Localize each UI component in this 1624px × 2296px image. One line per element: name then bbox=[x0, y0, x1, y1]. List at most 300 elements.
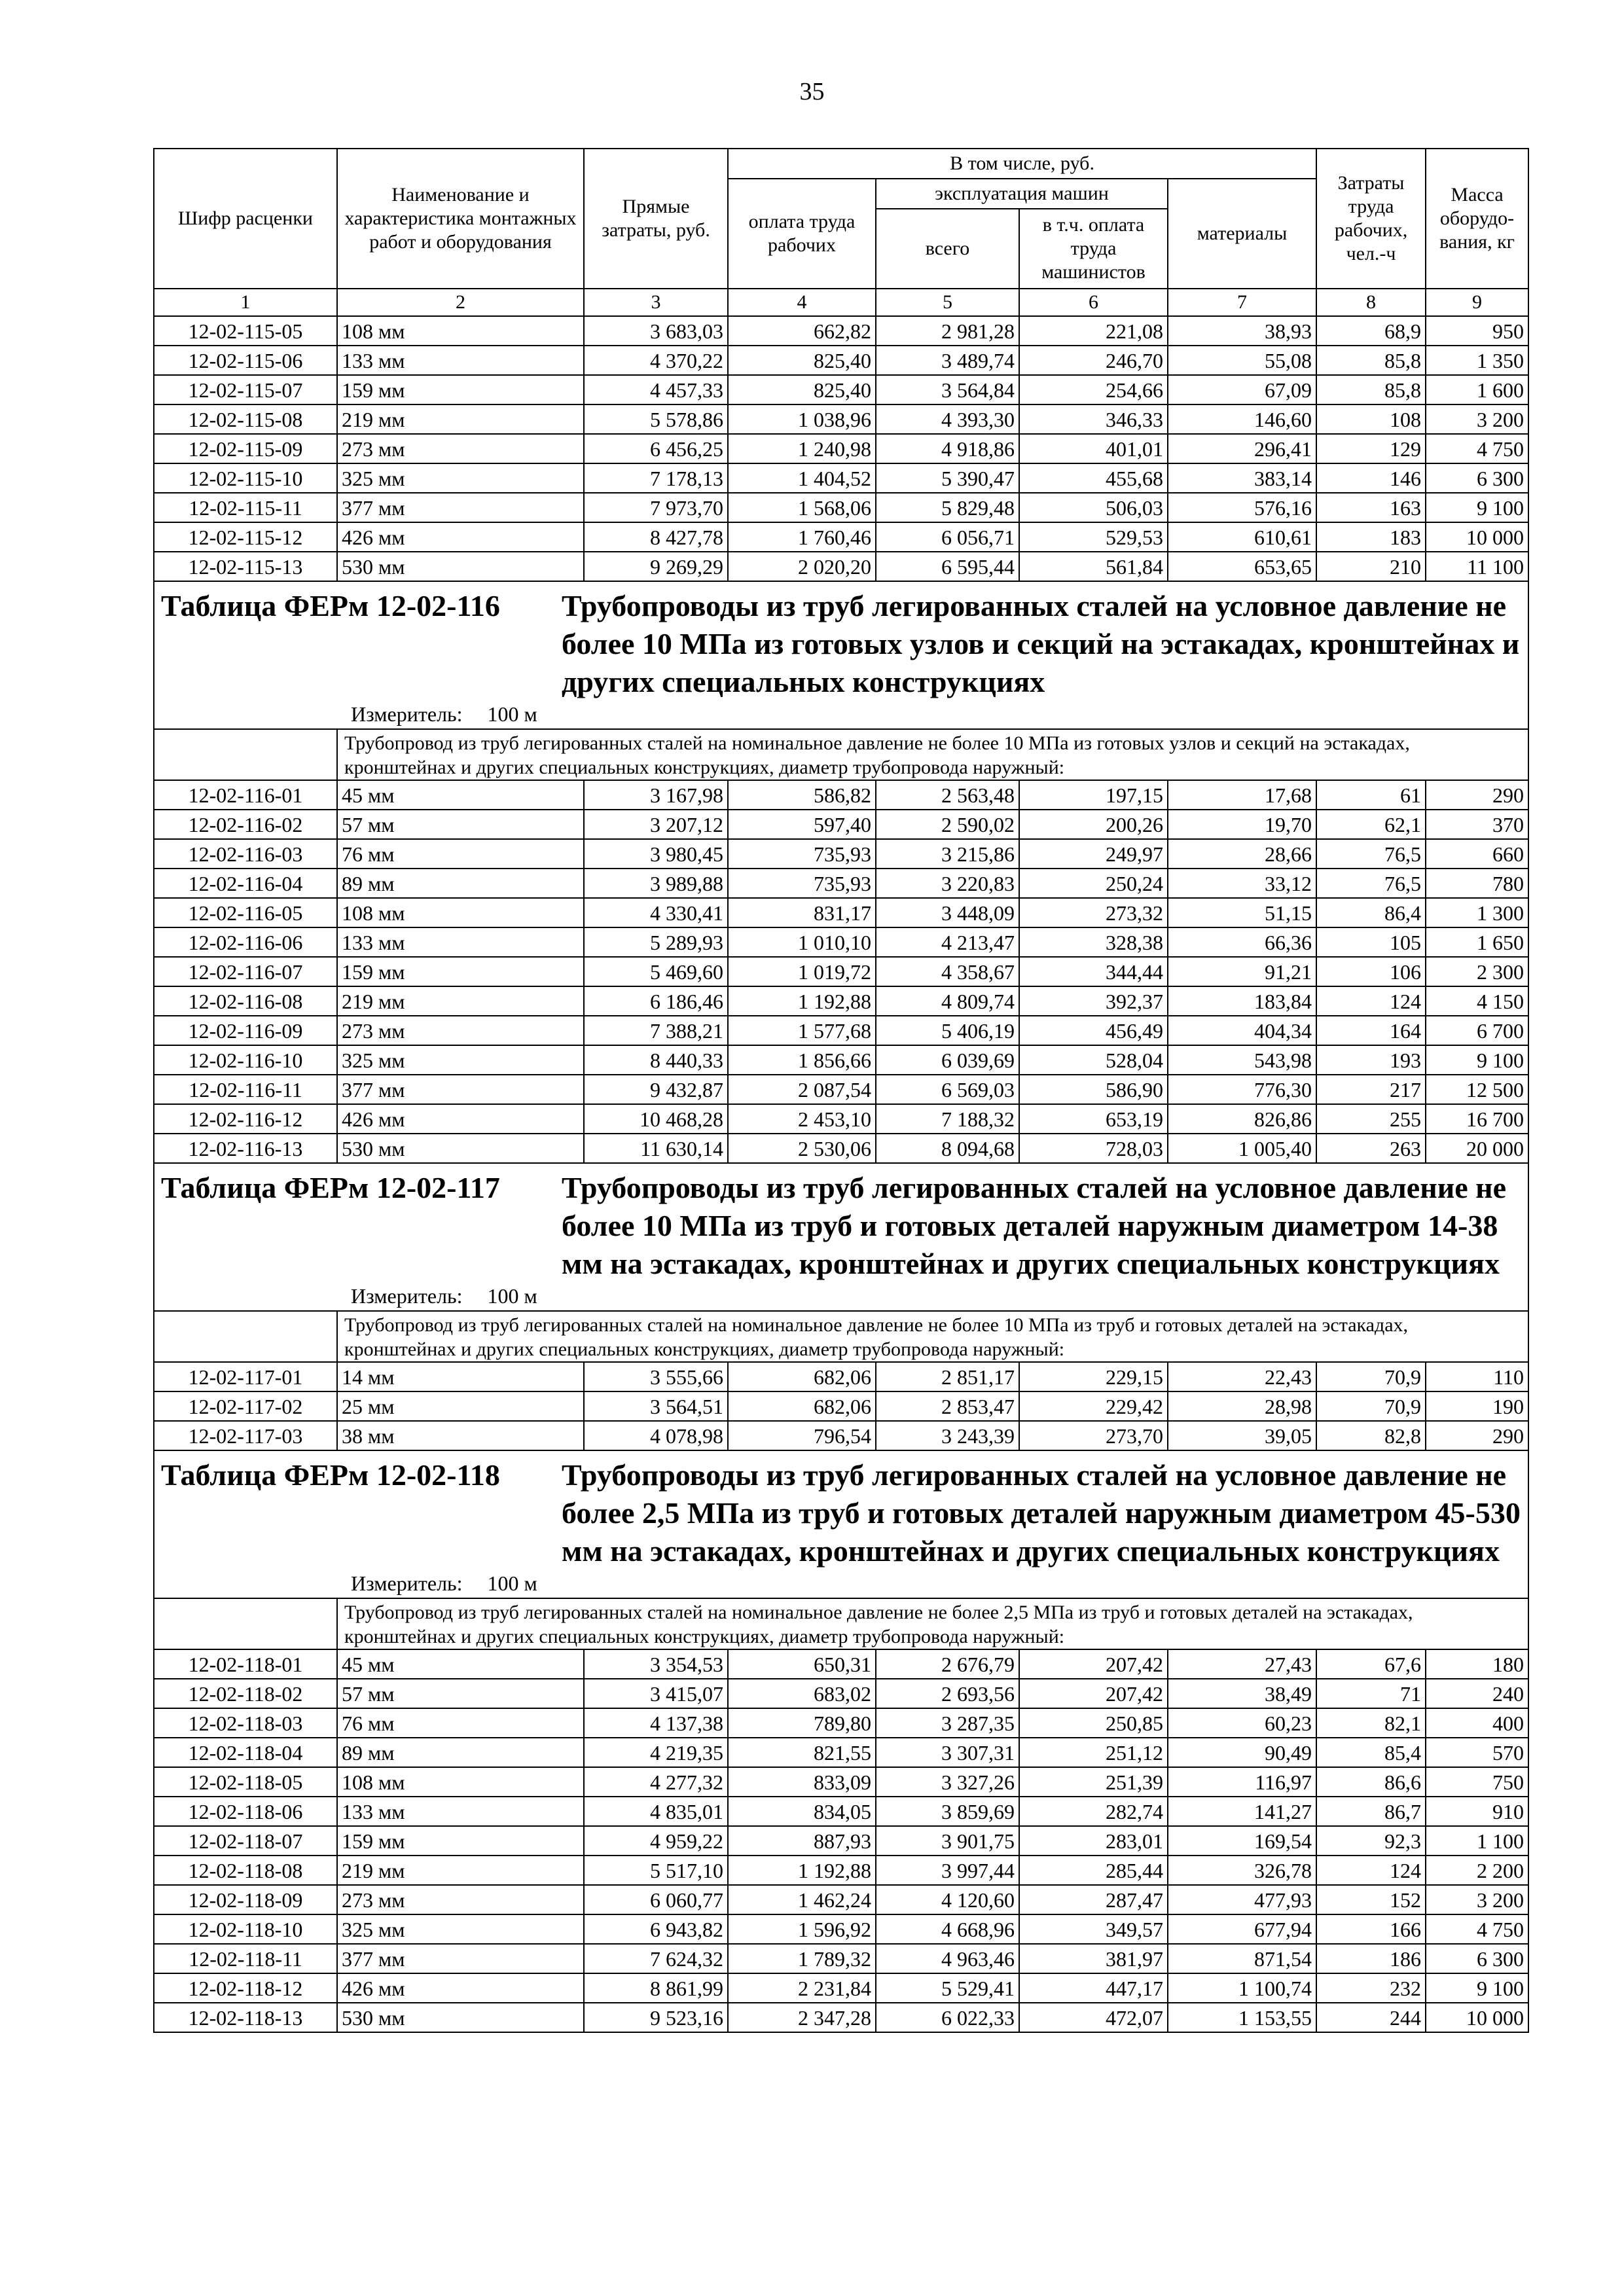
equipment-mass: 6 300 bbox=[1426, 1944, 1528, 1973]
machines-operators-pay: 273,32 bbox=[1019, 898, 1168, 927]
section-text: Трубопроводы из труб легированных сталей на условное давление не более 2,5 МПа из труб и готовых деталей наружным диаметром 45-530 мм на эстакадах, кронштейнах и других специальных конструкциях bbox=[562, 1458, 1521, 1568]
equipment-mass: 6 700 bbox=[1426, 1016, 1528, 1045]
machines-operators-pay: 254,66 bbox=[1019, 375, 1168, 404]
direct-costs: 4 078,98 bbox=[584, 1421, 728, 1450]
labor-cost: 129 bbox=[1316, 434, 1426, 463]
labor-pay: 2 020,20 bbox=[728, 552, 876, 581]
table-row bbox=[154, 986, 1528, 1016]
labor-pay: 683,02 bbox=[728, 1679, 876, 1708]
rate-code: 12-02-118-10 bbox=[154, 1914, 337, 1944]
table-header bbox=[154, 149, 1528, 316]
machines-operators-pay: 653,19 bbox=[1019, 1104, 1168, 1134]
labor-cost: 62,1 bbox=[1316, 810, 1426, 839]
table-row bbox=[154, 1362, 1528, 1391]
labor-pay: 831,17 bbox=[728, 898, 876, 927]
measure-value: 100 м bbox=[487, 702, 537, 726]
header-materials: материалы bbox=[1168, 179, 1316, 289]
direct-costs: 3 989,88 bbox=[584, 869, 728, 898]
labor-pay: 1 240,98 bbox=[728, 434, 876, 463]
work-name: 219 мм bbox=[337, 986, 584, 1016]
section-heading bbox=[161, 1456, 1528, 1570]
direct-costs: 4 457,33 bbox=[584, 375, 728, 404]
work-name: 14 мм bbox=[337, 1362, 584, 1391]
work-name: 159 мм bbox=[337, 957, 584, 986]
rate-code: 12-02-117-03 bbox=[154, 1421, 337, 1450]
labor-pay: 1 010,10 bbox=[728, 927, 876, 957]
labor-cost: 76,5 bbox=[1316, 839, 1426, 869]
machines-operators-pay: 282,74 bbox=[1019, 1797, 1168, 1826]
machines-operators-pay: 285,44 bbox=[1019, 1856, 1168, 1885]
table-row bbox=[154, 1856, 1528, 1885]
section-code-empty bbox=[154, 1311, 337, 1362]
equipment-mass: 4 750 bbox=[1426, 434, 1528, 463]
rate-code: 12-02-118-06 bbox=[154, 1797, 337, 1826]
labor-cost: 163 bbox=[1316, 493, 1426, 522]
machines-total: 8 094,68 bbox=[876, 1134, 1019, 1163]
direct-costs: 9 523,16 bbox=[584, 2003, 728, 2032]
machines-operators-pay: 249,97 bbox=[1019, 839, 1168, 869]
table-row bbox=[154, 1914, 1528, 1944]
machines-total: 6 595,44 bbox=[876, 552, 1019, 581]
direct-costs: 7 973,70 bbox=[584, 493, 728, 522]
equipment-mass: 9 100 bbox=[1426, 1973, 1528, 2003]
header-labor-pay: оплата труда рабочих bbox=[728, 179, 876, 289]
work-name: 108 мм bbox=[337, 316, 584, 346]
labor-cost: 67,6 bbox=[1316, 1649, 1426, 1679]
equipment-mass: 660 bbox=[1426, 839, 1528, 869]
materials: 19,70 bbox=[1168, 810, 1316, 839]
column-number: 5 bbox=[876, 289, 1019, 316]
materials: 610,61 bbox=[1168, 522, 1316, 552]
direct-costs: 4 219,35 bbox=[584, 1738, 728, 1767]
materials: 116,97 bbox=[1168, 1767, 1316, 1797]
equipment-mass: 1 350 bbox=[1426, 346, 1528, 375]
labor-pay: 735,93 bbox=[728, 869, 876, 898]
table-row bbox=[154, 1679, 1528, 1708]
direct-costs: 4 959,22 bbox=[584, 1826, 728, 1856]
labor-cost: 244 bbox=[1316, 2003, 1426, 2032]
materials: 383,14 bbox=[1168, 463, 1316, 493]
direct-costs: 5 517,10 bbox=[584, 1856, 728, 1885]
materials: 67,09 bbox=[1168, 375, 1316, 404]
rate-code: 12-02-116-13 bbox=[154, 1134, 337, 1163]
work-name: 273 мм bbox=[337, 1016, 584, 1045]
machines-operators-pay: 456,49 bbox=[1019, 1016, 1168, 1045]
materials: 477,93 bbox=[1168, 1885, 1316, 1914]
machines-operators-pay: 287,47 bbox=[1019, 1885, 1168, 1914]
column-numbers-row bbox=[154, 289, 1528, 316]
direct-costs: 5 289,93 bbox=[584, 927, 728, 957]
rate-code: 12-02-116-11 bbox=[154, 1075, 337, 1104]
direct-costs: 6 943,82 bbox=[584, 1914, 728, 1944]
materials: 296,41 bbox=[1168, 434, 1316, 463]
work-name: 108 мм bbox=[337, 898, 584, 927]
header-including: В том числе, руб. bbox=[728, 149, 1316, 179]
table-row bbox=[154, 1885, 1528, 1914]
machines-total: 2 563,48 bbox=[876, 780, 1019, 810]
work-name: 530 мм bbox=[337, 552, 584, 581]
materials: 90,49 bbox=[1168, 1738, 1316, 1767]
equipment-mass: 750 bbox=[1426, 1767, 1528, 1797]
materials: 39,05 bbox=[1168, 1421, 1316, 1450]
direct-costs: 3 555,66 bbox=[584, 1362, 728, 1391]
direct-costs: 3 415,07 bbox=[584, 1679, 728, 1708]
work-name: 38 мм bbox=[337, 1421, 584, 1450]
machines-total: 4 668,96 bbox=[876, 1914, 1019, 1944]
labor-pay: 1 789,32 bbox=[728, 1944, 876, 1973]
machines-total: 3 243,39 bbox=[876, 1421, 1019, 1450]
header-code: Шифр расценки bbox=[154, 149, 337, 289]
labor-cost: 76,5 bbox=[1316, 869, 1426, 898]
labor-cost: 92,3 bbox=[1316, 1826, 1426, 1856]
machines-total: 6 022,33 bbox=[876, 2003, 1019, 2032]
machines-total: 6 039,69 bbox=[876, 1045, 1019, 1075]
machines-operators-pay: 246,70 bbox=[1019, 346, 1168, 375]
labor-pay: 682,06 bbox=[728, 1362, 876, 1391]
work-name: 57 мм bbox=[337, 1679, 584, 1708]
machines-total: 6 569,03 bbox=[876, 1075, 1019, 1104]
direct-costs: 3 207,12 bbox=[584, 810, 728, 839]
machines-operators-pay: 250,24 bbox=[1019, 869, 1168, 898]
labor-pay: 1 192,88 bbox=[728, 986, 876, 1016]
equipment-mass: 3 200 bbox=[1426, 404, 1528, 434]
table-row bbox=[154, 404, 1528, 434]
labor-pay: 1 760,46 bbox=[728, 522, 876, 552]
machines-operators-pay: 221,08 bbox=[1019, 316, 1168, 346]
direct-costs: 7 178,13 bbox=[584, 463, 728, 493]
labor-pay: 1 038,96 bbox=[728, 404, 876, 434]
section-description-row bbox=[154, 1598, 1528, 1649]
machines-total: 3 901,75 bbox=[876, 1826, 1019, 1856]
machines-operators-pay: 381,97 bbox=[1019, 1944, 1168, 1973]
table-row bbox=[154, 1016, 1528, 1045]
labor-cost: 193 bbox=[1316, 1045, 1426, 1075]
table-row bbox=[154, 316, 1528, 346]
section-header-row bbox=[154, 581, 1528, 729]
header-name: Наименование и характеристика монтажных работ и оборудования bbox=[337, 149, 584, 289]
labor-cost: 124 bbox=[1316, 1856, 1426, 1885]
machines-total: 3 307,31 bbox=[876, 1738, 1019, 1767]
table-row bbox=[154, 375, 1528, 404]
labor-cost: 105 bbox=[1316, 927, 1426, 957]
section-description: Трубопровод из труб легированных сталей на номинальное давление не более 10 МПа из готовых узлов и секций на эстакадах, кронштейнах и других специальных конструкциях, диаметр трубопровода наружный: bbox=[337, 729, 1528, 780]
machines-total: 4 120,60 bbox=[876, 1885, 1019, 1914]
rate-code: 12-02-118-03 bbox=[154, 1708, 337, 1738]
labor-cost: 86,4 bbox=[1316, 898, 1426, 927]
rate-code: 12-02-118-04 bbox=[154, 1738, 337, 1767]
equipment-mass: 370 bbox=[1426, 810, 1528, 839]
direct-costs: 4 277,32 bbox=[584, 1767, 728, 1797]
machines-operators-pay: 250,85 bbox=[1019, 1708, 1168, 1738]
labor-pay: 2 530,06 bbox=[728, 1134, 876, 1163]
measure-unit bbox=[351, 1284, 1528, 1308]
direct-costs: 5 578,86 bbox=[584, 404, 728, 434]
materials: 141,27 bbox=[1168, 1797, 1316, 1826]
labor-pay: 2 231,84 bbox=[728, 1973, 876, 2003]
rate-code: 12-02-118-12 bbox=[154, 1973, 337, 2003]
machines-total: 5 529,41 bbox=[876, 1973, 1019, 2003]
work-name: 325 мм bbox=[337, 463, 584, 493]
labor-pay: 1 019,72 bbox=[728, 957, 876, 986]
direct-costs: 3 167,98 bbox=[584, 780, 728, 810]
rate-code: 12-02-116-03 bbox=[154, 839, 337, 869]
labor-pay: 1 462,24 bbox=[728, 1885, 876, 1914]
materials: 1 153,55 bbox=[1168, 2003, 1316, 2032]
labor-pay: 2 453,10 bbox=[728, 1104, 876, 1134]
equipment-mass: 1 600 bbox=[1426, 375, 1528, 404]
equipment-mass: 20 000 bbox=[1426, 1134, 1528, 1163]
labor-cost: 71 bbox=[1316, 1679, 1426, 1708]
labor-cost: 82,8 bbox=[1316, 1421, 1426, 1450]
machines-total: 4 963,46 bbox=[876, 1944, 1019, 1973]
direct-costs: 8 427,78 bbox=[584, 522, 728, 552]
table-row bbox=[154, 810, 1528, 839]
machines-total: 3 859,69 bbox=[876, 1797, 1019, 1826]
measure-unit bbox=[351, 1571, 1528, 1595]
table-row bbox=[154, 1134, 1528, 1163]
column-number: 4 bbox=[728, 289, 876, 316]
equipment-mass: 3 200 bbox=[1426, 1885, 1528, 1914]
materials: 27,43 bbox=[1168, 1649, 1316, 1679]
machines-total: 2 981,28 bbox=[876, 316, 1019, 346]
rate-code: 12-02-115-12 bbox=[154, 522, 337, 552]
machines-total: 4 809,74 bbox=[876, 986, 1019, 1016]
machines-total: 2 693,56 bbox=[876, 1679, 1019, 1708]
table-row bbox=[154, 1944, 1528, 1973]
table-row bbox=[154, 898, 1528, 927]
labor-cost: 68,9 bbox=[1316, 316, 1426, 346]
section-code-empty bbox=[154, 1598, 337, 1649]
table-row bbox=[154, 463, 1528, 493]
equipment-mass: 290 bbox=[1426, 1421, 1528, 1450]
machines-total: 2 676,79 bbox=[876, 1649, 1019, 1679]
materials: 60,23 bbox=[1168, 1708, 1316, 1738]
work-name: 325 мм bbox=[337, 1045, 584, 1075]
machines-total: 3 287,35 bbox=[876, 1708, 1019, 1738]
header-labor-cost: Затраты труда рабочих, чел.-ч bbox=[1316, 149, 1426, 289]
work-name: 273 мм bbox=[337, 1885, 584, 1914]
rate-code: 12-02-116-07 bbox=[154, 957, 337, 986]
labor-cost: 255 bbox=[1316, 1104, 1426, 1134]
rate-code: 12-02-117-01 bbox=[154, 1362, 337, 1391]
machines-operators-pay: 346,33 bbox=[1019, 404, 1168, 434]
equipment-mass: 1 100 bbox=[1426, 1826, 1528, 1856]
rate-code: 12-02-116-05 bbox=[154, 898, 337, 927]
labor-pay: 789,80 bbox=[728, 1708, 876, 1738]
labor-cost: 217 bbox=[1316, 1075, 1426, 1104]
work-name: 219 мм bbox=[337, 1856, 584, 1885]
column-number: 1 bbox=[154, 289, 337, 316]
section-code-empty bbox=[154, 729, 337, 780]
machines-total: 6 056,71 bbox=[876, 522, 1019, 552]
direct-costs: 4 330,41 bbox=[584, 898, 728, 927]
column-number: 9 bbox=[1426, 289, 1528, 316]
labor-cost: 86,6 bbox=[1316, 1767, 1426, 1797]
materials: 28,98 bbox=[1168, 1391, 1316, 1421]
table-row bbox=[154, 552, 1528, 581]
table-row bbox=[154, 927, 1528, 957]
measure-unit bbox=[351, 702, 1528, 726]
table-row bbox=[154, 493, 1528, 522]
machines-operators-pay: 472,07 bbox=[1019, 2003, 1168, 2032]
materials: 183,84 bbox=[1168, 986, 1316, 1016]
labor-cost: 85,8 bbox=[1316, 346, 1426, 375]
measure-label: Измеритель: bbox=[351, 702, 463, 726]
labor-cost: 85,8 bbox=[1316, 375, 1426, 404]
section-description-row bbox=[154, 1311, 1528, 1362]
table-row bbox=[154, 839, 1528, 869]
section-heading bbox=[161, 1169, 1528, 1283]
rate-code: 12-02-118-13 bbox=[154, 2003, 337, 2032]
materials: 38,49 bbox=[1168, 1679, 1316, 1708]
rate-code: 12-02-118-09 bbox=[154, 1885, 337, 1914]
work-name: 159 мм bbox=[337, 1826, 584, 1856]
rate-code: 12-02-118-02 bbox=[154, 1679, 337, 1708]
materials: 91,21 bbox=[1168, 957, 1316, 986]
machines-total: 3 327,26 bbox=[876, 1767, 1019, 1797]
machines-operators-pay: 506,03 bbox=[1019, 493, 1168, 522]
materials: 1 005,40 bbox=[1168, 1134, 1316, 1163]
labor-pay: 1 856,66 bbox=[728, 1045, 876, 1075]
table-row bbox=[154, 1767, 1528, 1797]
section-label: Таблица ФЕРм 12-02-118 bbox=[161, 1458, 500, 1492]
machines-total: 3 215,86 bbox=[876, 839, 1019, 869]
materials: 871,54 bbox=[1168, 1944, 1316, 1973]
labor-pay: 735,93 bbox=[728, 839, 876, 869]
section-description: Трубопровод из труб легированных сталей на номинальное давление не более 2,5 МПа из труб и готовых деталей на эстакадах, кронштейнах и других специальных конструкциях, диаметр трубопровода наружный: bbox=[337, 1598, 1528, 1649]
equipment-mass: 180 bbox=[1426, 1649, 1528, 1679]
rate-code: 12-02-116-09 bbox=[154, 1016, 337, 1045]
table-row bbox=[154, 1973, 1528, 2003]
work-name: 133 мм bbox=[337, 927, 584, 957]
labor-pay: 825,40 bbox=[728, 346, 876, 375]
work-name: 159 мм bbox=[337, 375, 584, 404]
table-row bbox=[154, 434, 1528, 463]
labor-cost: 124 bbox=[1316, 986, 1426, 1016]
machines-operators-pay: 561,84 bbox=[1019, 552, 1168, 581]
equipment-mass: 2 200 bbox=[1426, 1856, 1528, 1885]
rate-code: 12-02-116-12 bbox=[154, 1104, 337, 1134]
machines-operators-pay: 528,04 bbox=[1019, 1045, 1168, 1075]
section-text: Трубопроводы из труб легированных сталей на условное давление не более 10 МПа из труб и готовых деталей наружным диаметром 14-38 мм на эстакадах, кронштейнах и других специальных конструкциях bbox=[562, 1171, 1507, 1280]
machines-total: 4 213,47 bbox=[876, 927, 1019, 957]
rate-code: 12-02-118-08 bbox=[154, 1856, 337, 1885]
direct-costs: 3 683,03 bbox=[584, 316, 728, 346]
rate-code: 12-02-118-01 bbox=[154, 1649, 337, 1679]
work-name: 133 мм bbox=[337, 346, 584, 375]
rate-code: 12-02-115-13 bbox=[154, 552, 337, 581]
direct-costs: 4 835,01 bbox=[584, 1797, 728, 1826]
machines-operators-pay: 455,68 bbox=[1019, 463, 1168, 493]
labor-pay: 650,31 bbox=[728, 1649, 876, 1679]
labor-cost: 232 bbox=[1316, 1973, 1426, 2003]
machines-operators-pay: 207,42 bbox=[1019, 1649, 1168, 1679]
work-name: 426 мм bbox=[337, 1104, 584, 1134]
labor-pay: 1 404,52 bbox=[728, 463, 876, 493]
machines-total: 4 393,30 bbox=[876, 404, 1019, 434]
header-direct-costs: Прямые затраты, руб. bbox=[584, 149, 728, 289]
direct-costs: 3 980,45 bbox=[584, 839, 728, 869]
machines-operators-pay: 401,01 bbox=[1019, 434, 1168, 463]
table-row bbox=[154, 1826, 1528, 1856]
machines-operators-pay: 283,01 bbox=[1019, 1826, 1168, 1856]
labor-cost: 82,1 bbox=[1316, 1708, 1426, 1738]
labor-cost: 263 bbox=[1316, 1134, 1426, 1163]
column-number: 3 bbox=[584, 289, 728, 316]
labor-cost: 85,4 bbox=[1316, 1738, 1426, 1767]
labor-pay: 887,93 bbox=[728, 1826, 876, 1856]
materials: 404,34 bbox=[1168, 1016, 1316, 1045]
machines-total: 5 390,47 bbox=[876, 463, 1019, 493]
labor-cost: 70,9 bbox=[1316, 1391, 1426, 1421]
equipment-mass: 240 bbox=[1426, 1679, 1528, 1708]
direct-costs: 9 269,29 bbox=[584, 552, 728, 581]
section-text: Трубопроводы из труб легированных сталей на условное давление не более 10 МПа из готовых узлов и секций на эстакадах, кронштейнах и других специальных конструкциях bbox=[562, 589, 1520, 698]
materials: 326,78 bbox=[1168, 1856, 1316, 1885]
materials: 51,15 bbox=[1168, 898, 1316, 927]
labor-cost: 186 bbox=[1316, 1944, 1426, 1973]
rate-code: 12-02-116-08 bbox=[154, 986, 337, 1016]
direct-costs: 7 388,21 bbox=[584, 1016, 728, 1045]
direct-costs: 3 564,51 bbox=[584, 1391, 728, 1421]
machines-operators-pay: 392,37 bbox=[1019, 986, 1168, 1016]
machines-total: 3 997,44 bbox=[876, 1856, 1019, 1885]
work-name: 89 мм bbox=[337, 869, 584, 898]
work-name: 219 мм bbox=[337, 404, 584, 434]
labor-cost: 106 bbox=[1316, 957, 1426, 986]
machines-total: 5 406,19 bbox=[876, 1016, 1019, 1045]
machines-operators-pay: 586,90 bbox=[1019, 1075, 1168, 1104]
work-name: 89 мм bbox=[337, 1738, 584, 1767]
machines-total: 2 590,02 bbox=[876, 810, 1019, 839]
work-name: 57 мм bbox=[337, 810, 584, 839]
direct-costs: 4 137,38 bbox=[584, 1708, 728, 1738]
column-number: 7 bbox=[1168, 289, 1316, 316]
machines-total: 7 188,32 bbox=[876, 1104, 1019, 1134]
rate-code: 12-02-116-10 bbox=[154, 1045, 337, 1075]
work-name: 377 мм bbox=[337, 1075, 584, 1104]
rate-code: 12-02-115-06 bbox=[154, 346, 337, 375]
rate-code: 12-02-115-10 bbox=[154, 463, 337, 493]
direct-costs: 10 468,28 bbox=[584, 1104, 728, 1134]
rate-code: 12-02-115-09 bbox=[154, 434, 337, 463]
materials: 33,12 bbox=[1168, 869, 1316, 898]
labor-pay: 662,82 bbox=[728, 316, 876, 346]
machines-total: 2 853,47 bbox=[876, 1391, 1019, 1421]
materials: 169,54 bbox=[1168, 1826, 1316, 1856]
work-name: 45 мм bbox=[337, 1649, 584, 1679]
direct-costs: 6 186,46 bbox=[584, 986, 728, 1016]
work-name: 377 мм bbox=[337, 1944, 584, 1973]
machines-operators-pay: 229,15 bbox=[1019, 1362, 1168, 1391]
materials: 17,68 bbox=[1168, 780, 1316, 810]
rate-code: 12-02-117-02 bbox=[154, 1391, 337, 1421]
work-name: 133 мм bbox=[337, 1797, 584, 1826]
machines-total: 3 564,84 bbox=[876, 375, 1019, 404]
table-row bbox=[154, 1649, 1528, 1679]
machines-total: 5 829,48 bbox=[876, 493, 1019, 522]
equipment-mass: 2 300 bbox=[1426, 957, 1528, 986]
section-header-row bbox=[154, 1163, 1528, 1311]
section-label: Таблица ФЕРм 12-02-116 bbox=[161, 589, 500, 622]
labor-pay: 833,09 bbox=[728, 1767, 876, 1797]
rate-code: 12-02-115-11 bbox=[154, 493, 337, 522]
direct-costs: 6 060,77 bbox=[584, 1885, 728, 1914]
direct-costs: 4 370,22 bbox=[584, 346, 728, 375]
work-name: 325 мм bbox=[337, 1914, 584, 1944]
direct-costs: 6 456,25 bbox=[584, 434, 728, 463]
equipment-mass: 1 650 bbox=[1426, 927, 1528, 957]
